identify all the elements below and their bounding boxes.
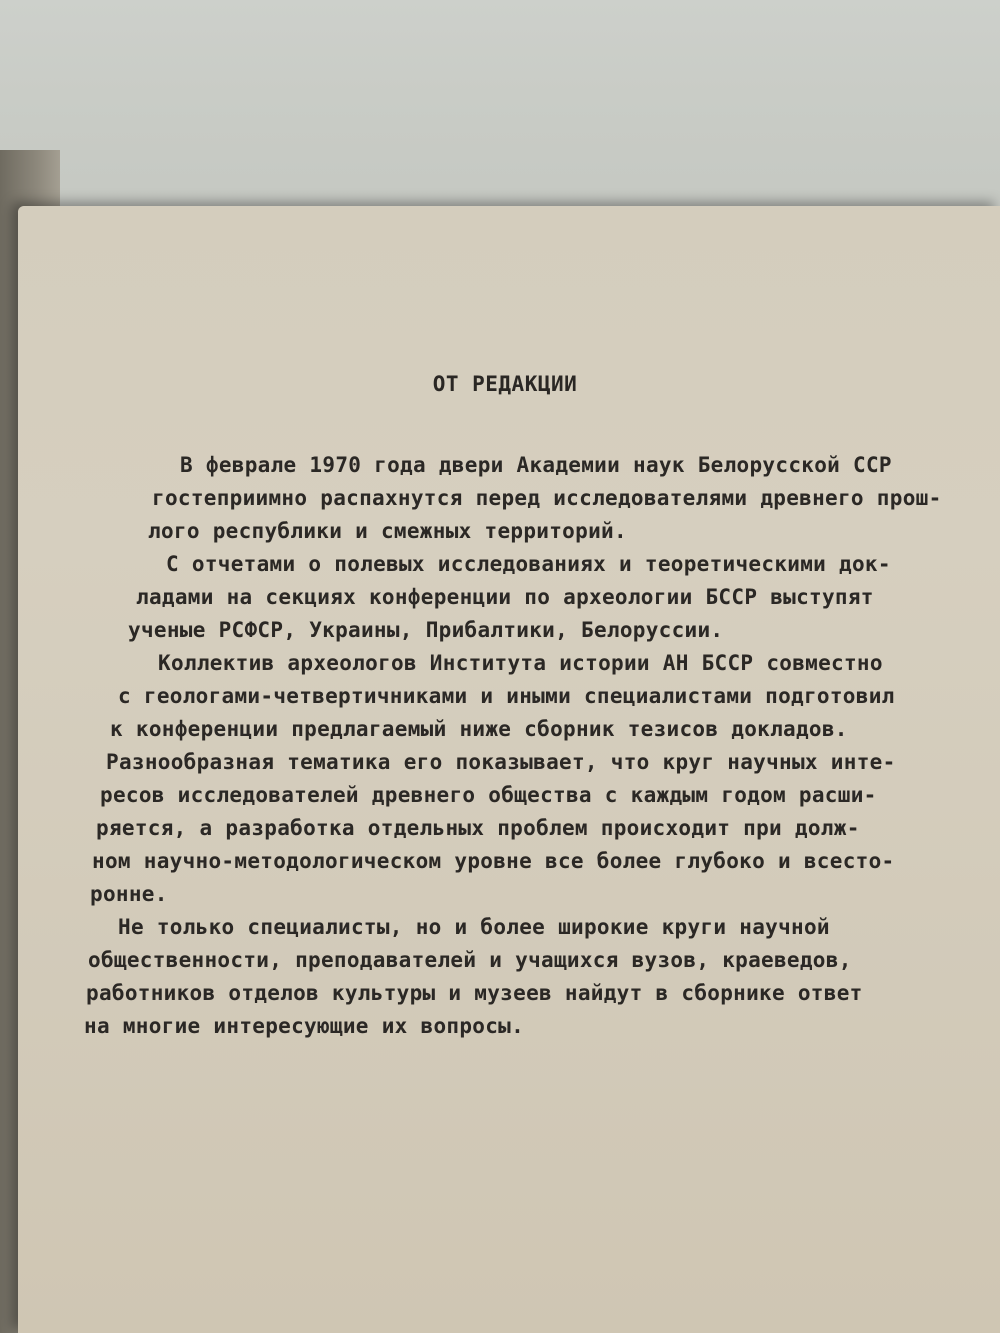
text-line: на многие интересующие их вопросы. [84,1014,525,1038]
text-line: С отчетами о полевых исследованиях и теоретическими док- [166,552,891,576]
text-line: ном научно-методологическом уровне все более глубоко и всесто- [92,849,895,873]
text-line: ресов исследователей древнего общества с каждым годом расши- [100,783,877,807]
text-line: Разнообразная тематика его показывает, что круг научных инте- [106,750,896,774]
page-title: ОТ РЕДАКЦИИ [432,372,578,396]
text-line: работников отделов культуры и музеев найдут в сборнике ответ [86,981,863,1005]
text-line: Не только специалисты, но и более широкие круги научной [118,915,830,939]
text-line: ладами на секциях конференции по археологии БССР выступят [136,585,874,609]
text-line: В феврале 1970 года двери Академии наук Белорусской ССР [180,453,892,477]
text-line: лого республики и смежных территорий. [148,519,627,543]
text-line: гостеприимно распахнутся перед исследователями древнего прош- [152,486,942,510]
text-line: с геологами-четвертичниками и иными специалистами подготовил [118,684,895,708]
text-line: Коллектив археологов Института истории АН БССР совместно [158,651,883,675]
text-line: к конференции предлагаемый ниже сборник тезисов докладов. [110,717,848,741]
text-line: ученые РСФСР, Украины, Прибалтики, Белоруссии. [128,618,724,642]
text-line: общественности, преподавателей и учащихся вузов, краеведов, [88,948,852,972]
text-line: ронне. [90,882,168,906]
back-page [0,0,1000,240]
text-line: ряется, а разработка отдельных проблем происходит при долж- [96,816,860,840]
